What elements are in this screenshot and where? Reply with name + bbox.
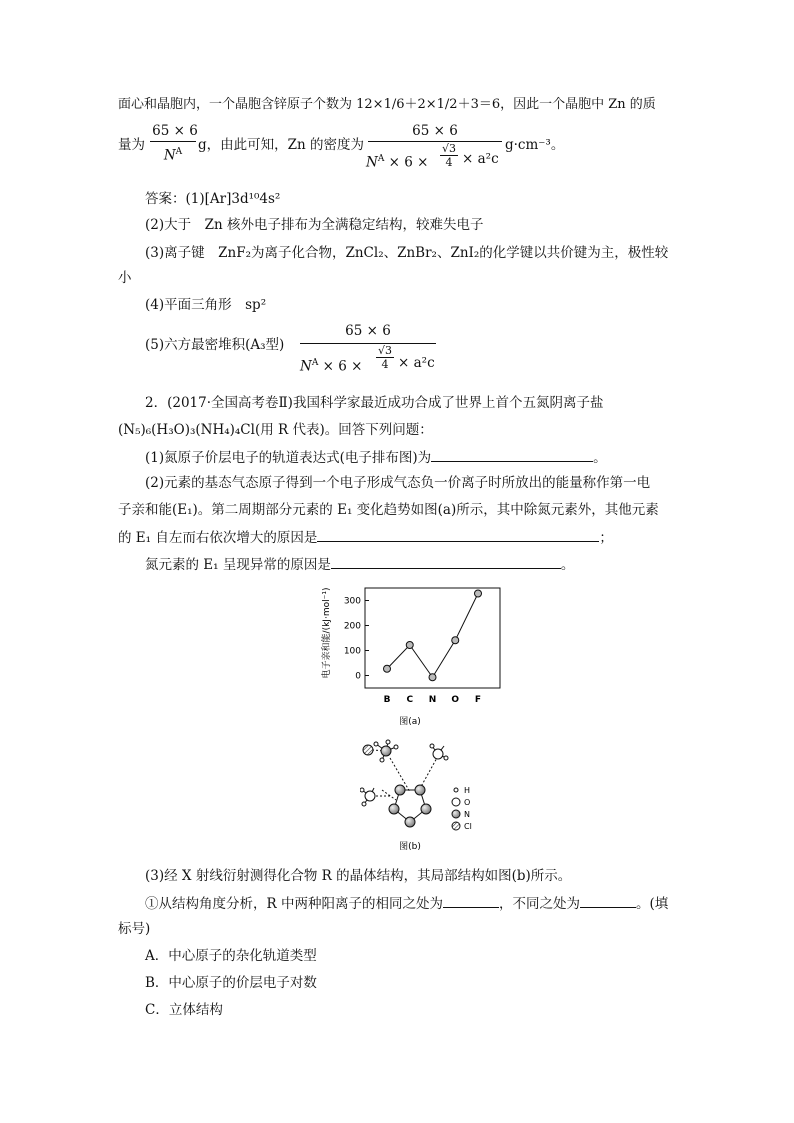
density-fraction-bar [368,141,502,142]
q2-part3-sub1: ①从结构角度分析，R 中两种阳离子的相同之处为 ，不同之处为 。(填 [145,893,668,914]
y-tick-label: 0 [355,671,361,682]
answer-5-sqrt3: $\frac{√3}{4}$ [377,344,392,371]
x-tick-label: F [474,695,482,705]
top-line-1: 面心和晶胞内，一个晶胞含锌原子个数为 12×1/6＋2×1/2＋3＝6，因此一个晶胞中 Zn 的质 [118,97,656,112]
answer-2: (2)大于 Zn 核外电子排布为全满稳定结构，较难失电子 [145,217,484,233]
answer-5-numerator: 65 × 6 [345,323,391,339]
answer-5-denominator-tail: × a²c [398,355,435,371]
electron-affinity-chart [315,583,505,728]
legend-h: H [464,786,471,795]
answer-blank-4[interactable] [443,893,499,908]
density-unit: g·cm⁻³。 [505,137,565,153]
fig-b-caption: 图(b) [399,842,421,852]
chart-frame [365,588,500,688]
chart-series-line [387,594,478,678]
density-denominator-tail: × a²c [462,151,499,167]
top-line-2-pre: 量为 [118,137,145,153]
top-line-2-mid: g，由此可知，Zn 的密度为 [198,137,365,153]
density-numerator: 65 × 6 [412,123,458,139]
option-c: C．立体结构 [145,1002,223,1018]
data-point-B [384,665,391,672]
mass-fraction-bar [150,141,196,142]
option-a: A．中心原子的杂化轨道类型 [145,948,317,964]
answer-5: (5)六方最密堆积(A₃型) [145,337,285,353]
x-tick-label: C [406,695,414,705]
chart-y-axis-label: 电子亲和能/(kJ·mol⁻¹) [322,587,332,679]
data-point-F [475,590,482,597]
answer-5-denominator: $N^A \times 6$ × [300,358,363,375]
x-tick-label: O [451,695,460,705]
answer-4: (4)平面三角形 sp² [145,297,267,313]
option-b: B．中心原子的价层电子对数 [145,975,317,991]
q2-part2-line2: 子亲和能(E₁)。第二周期部分元素的 E₁ 变化趋势如图(a)所示，其中除氮元素外，其他元素 [118,502,659,518]
answer-blank-3[interactable] [331,554,561,569]
y-tick-label: 100 [343,646,361,657]
q2-intro-line2: (N₅)₆(H₃O)₃(NH₄)₄Cl(用 R 代表)。回答下列问题： [118,422,433,438]
density-denominator: $N^A \times 6$ × [366,154,429,171]
answer-3-line2: 小 [118,270,132,286]
q2-intro-line1: 2．(2017·全国高考卷Ⅱ)我国科学家最近成功合成了世界上首个五氮阴离子盐 [145,395,604,411]
mass-numerator: 65 × 6 [152,123,198,139]
density-sqrt3: $\frac{√3}{4}$ [441,142,456,169]
x-tick-label: N [428,695,437,705]
answer-blank-1[interactable] [431,447,593,462]
crystal-structure-diagram [360,732,500,854]
q2-part3-sub1-line2: 标号) [118,921,151,937]
legend-n: N [464,810,470,819]
x-tick-label: B [383,695,391,705]
answer-5-fraction-bar [300,343,436,344]
q2-part1: (1)氮原子价层电子的轨道表达式(电子排布图)为 。 [145,447,607,468]
data-point-O [452,637,459,644]
answer-blank-2[interactable] [317,527,599,542]
legend-o: O [464,798,471,807]
q2-part3: (3)经 X 射线衍射测得化合物 R 的晶体结构，其局部结构如图(b)所示。 [145,868,572,884]
fig-a-caption: 图(a) [399,717,421,727]
answer-3-line1: (3)离子键 ZnF₂为离子化合物，ZnCl₂、ZnBr₂、ZnI₂的化学键以共价键为主，极性较 [145,245,669,261]
q2-part2-line3: 的 E₁ 自左而右依次增大的原因是 ； [118,527,613,548]
q2-part2-line1: (2)元素的基态气态原子得到一个电子形成气态负一价离子时所放出的能量称作第一电 [145,475,651,491]
y-tick-label: 300 [343,596,361,607]
mass-denominator: $N^A$ [163,147,183,164]
data-point-C [406,642,413,649]
legend-cl: Cl [464,822,472,831]
answer-blank-5[interactable] [580,893,636,908]
data-point-N [429,674,436,681]
q2-part2-line4: 氮元素的 E₁ 呈现异常的原因是 。 [145,554,574,575]
y-tick-label: 200 [343,621,361,632]
answer-1: 答案：(1)[Ar]3d¹⁰4s² [145,191,281,207]
